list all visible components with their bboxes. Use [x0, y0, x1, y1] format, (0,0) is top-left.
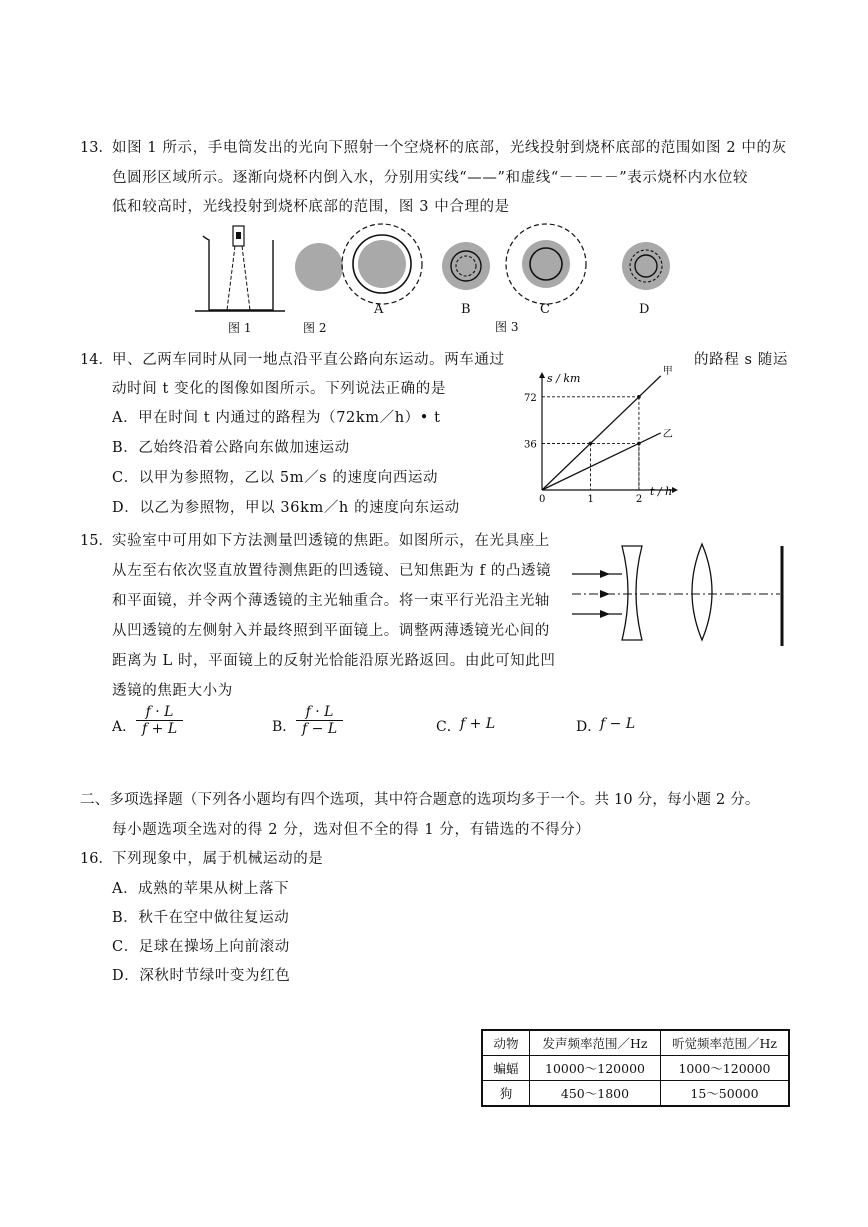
q13-option-c-figure [504, 222, 588, 306]
table-cell: 10000～120000 [530, 1056, 661, 1081]
q13-label-b: B [461, 302, 471, 317]
table-header-row [482, 1030, 789, 1056]
y-axis-label: s / km [547, 372, 581, 385]
x-tick-label: 0 [539, 494, 546, 505]
table-cell: 450～1800 [530, 1081, 661, 1107]
q14-option-b: B．乙始终沿着公路向东做加速运动 [112, 440, 350, 456]
q15-option-d-expr: f − L [600, 716, 636, 732]
q15-lens-diagram [570, 538, 790, 650]
q13-fig1-caption: 图 1 [228, 321, 252, 335]
q15-option-b-numerator: f · L [296, 704, 343, 721]
series-point [637, 442, 641, 446]
series-name-label: 甲 [662, 365, 673, 377]
q16-option-c: C．足球在操场上向前滚动 [112, 939, 290, 955]
q16-option-b: B．秋千在空中做往复运动 [112, 910, 290, 926]
q15-line-6: 透镜的焦距大小为 [112, 683, 233, 699]
q13-figure-1-beaker [195, 222, 285, 318]
x-tick-label: 2 [635, 494, 643, 505]
q13-line-1: 如图 1 所示，手电筒发出的光向下照射一个空烧杯的底部，光线投射到烧杯底部的范围如图 2 中的灰 [112, 140, 787, 156]
q14-line-1a: 甲、乙两车同时从同一地点沿平直公路向东运动。两车通过 [112, 352, 505, 368]
q13-figure-2-disc [292, 240, 346, 294]
q15-option-b-label: B． [272, 719, 297, 735]
table-header-cell: 动物 [482, 1030, 530, 1056]
q16-stem: 下列现象中，属于机械运动的是 [112, 851, 324, 867]
table-header-cell: 发声频率范围／Hz [530, 1030, 661, 1056]
q15-line-1: 实验室中可用如下方法测量凹透镜的焦距。如图所示，在光具座上 [112, 533, 550, 549]
q15-line-2: 从左至右依次竖直放置待测焦距的凹透镜、已知焦距为 f 的凸透镜 [112, 563, 552, 579]
table-cell: 15～50000 [661, 1081, 790, 1107]
q13-number: 13． [80, 140, 113, 156]
section2-heading-line-1: 二、多项选择题（下列各小题均有四个选项，其中符合题意的选项均多于一个。共 10 分，每小题 2 分。 [80, 792, 760, 808]
table-row [482, 1081, 789, 1107]
q15-option-a-label: A． [112, 719, 137, 735]
q13-label-a: A [374, 302, 384, 317]
q13-option-d-figure [620, 240, 672, 292]
q15-option-d-label: D． [576, 719, 602, 735]
q14-line-1b: 的路程 s 随运 [694, 352, 788, 368]
q13-fig3-caption: 图 3 [495, 320, 519, 334]
q13-fig2-caption: 图 2 [303, 321, 327, 335]
table-cell: 蝙蝠 [482, 1056, 530, 1081]
q15-option-a-fraction [136, 704, 183, 737]
q14-s-t-chart [520, 365, 680, 505]
table-row [482, 1056, 789, 1081]
series-name-label: 乙 [662, 428, 673, 440]
q13-option-a-figure [340, 222, 424, 306]
q14-option-c: C．以甲为参照物，乙以 5m／s 的速度向西运动 [112, 470, 439, 486]
q13-line-3: 低和较高时，光线投射到烧杯底部的范围，图 3 中合理的是 [112, 199, 510, 215]
q13-line-2: 色圆形区域所示。逐渐向烧杯内倒入水，分别用实线“——”和虚线“－－－－”表示烧杯内水位较 [112, 170, 749, 186]
q13-option-b-figure [440, 240, 492, 292]
table-cell: 1000～120000 [661, 1056, 790, 1081]
q13-label-c: C [540, 302, 550, 317]
series-point [637, 395, 641, 399]
q13-label-d: D [639, 302, 650, 317]
frequency-table [481, 1029, 790, 1107]
x-axis-arrow [672, 487, 678, 493]
section2-heading-line-2: 每小题选项全选对的得 2 分，选对但不全的得 1 分，有错选的不得分） [112, 822, 591, 838]
table-cell: 狗 [482, 1081, 530, 1107]
q16-option-a: A．成熟的苹果从树上落下 [112, 881, 290, 897]
q15-option-c-label: C． [436, 719, 461, 735]
q15-number: 15． [80, 533, 113, 549]
q15-line-3: 和平面镜，并令两个薄透镜的主光轴重合。将一束平行光沿主光轴 [112, 593, 550, 609]
q15-line-5: 距离为 L 时，平面镜上的反射光恰能沿原光路返回。由此可知此凹 [112, 653, 556, 669]
y-axis-arrow [539, 372, 545, 378]
table-header-cell: 听觉频率范围／Hz [661, 1030, 790, 1056]
q14-number: 14． [80, 352, 113, 368]
q15-option-b-fraction [296, 704, 343, 737]
q15-option-a-numerator: f · L [136, 704, 183, 721]
q15-option-b-denominator: f − L [302, 721, 338, 737]
q15-line-4: 从凹透镜的左侧射入并最终照到平面镜上。调整两薄透镜光心间的 [112, 623, 550, 639]
q15-option-a-denominator: f + L [142, 721, 178, 737]
series-point [589, 442, 593, 446]
q16-option-d: D．深秋时节绿叶变为红色 [112, 968, 291, 984]
x-axis-label: t / h [650, 485, 673, 498]
q15-option-c-expr: f + L [460, 716, 496, 732]
x-tick-label: 1 [587, 494, 594, 505]
q14-line-2: 动时间 t 变化的图像如图所示。下列说法正确的是 [112, 381, 446, 397]
q16-number: 16． [80, 851, 113, 867]
series-line-2 [542, 433, 661, 490]
q14-option-d: D．以乙为参照物，甲以 36km／h 的速度向东运动 [112, 500, 460, 516]
y-tick-label: 36 [524, 439, 537, 451]
series-line-1 [542, 376, 661, 490]
q14-option-a: A．甲在时间 t 内通过的路程为（72km／h）• t [112, 410, 441, 426]
y-tick-label: 72 [524, 392, 537, 404]
